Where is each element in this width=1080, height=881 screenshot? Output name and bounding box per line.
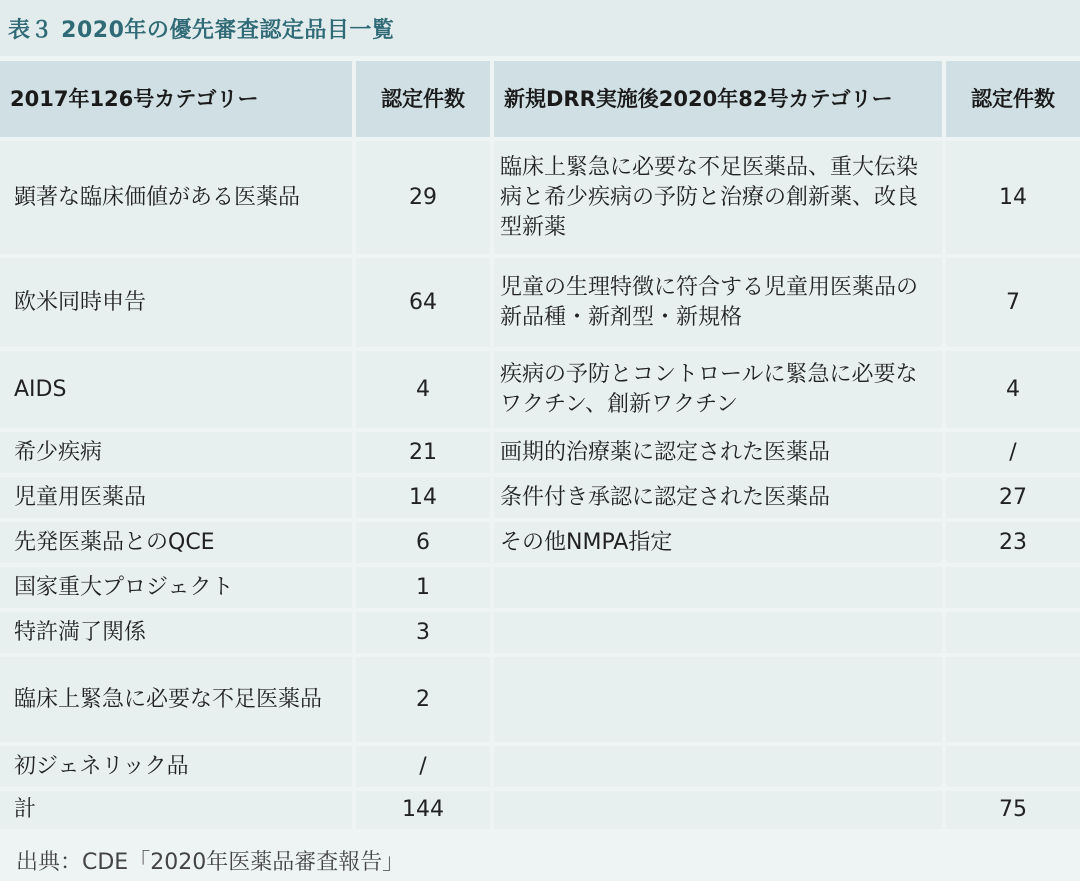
- cell-2017-count: 64: [356, 258, 490, 347]
- cell-2017-count: 2: [356, 657, 490, 742]
- table-title: 表３ 2020年の優先審査認定品目一覧: [0, 0, 1080, 56]
- cell-2020-count: 7: [946, 258, 1080, 347]
- cell-2017-category: AIDS: [0, 351, 352, 428]
- header-2020-category: 新規DRR実施後2020年82号カテゴリー: [494, 61, 942, 137]
- cell-2017-category: 顕著な臨床価値がある医薬品: [0, 141, 352, 254]
- cell-2017-category: 希少疾病: [0, 432, 352, 473]
- cell-2017-category: 初ジェネリック品: [0, 746, 352, 787]
- table-row: [0, 141, 1080, 254]
- total-2020-count: 75: [946, 791, 1080, 829]
- total-label: 計: [0, 791, 352, 829]
- cell-2020-count: 14: [946, 141, 1080, 254]
- cell-2020-count: [946, 746, 1080, 787]
- header-2017-count: 認定件数: [356, 61, 490, 137]
- cell-2017-count: 14: [356, 477, 490, 518]
- table-row: [0, 657, 1080, 742]
- cell-2020-category: [494, 567, 942, 608]
- cell-2017-category: 先発医薬品とのQCE: [0, 522, 352, 563]
- cell-2017-count: 4: [356, 351, 490, 428]
- total-2017-count: 144: [356, 791, 490, 829]
- cell-2020-count: 27: [946, 477, 1080, 518]
- header-row: [0, 61, 1080, 137]
- cell-2017-count: 6: [356, 522, 490, 563]
- table-row: [0, 612, 1080, 653]
- cell-2020-category: 画期的治療薬に認定された医薬品: [494, 432, 942, 473]
- cell-2020-category: [494, 657, 942, 742]
- table-row: [0, 477, 1080, 518]
- cell-2017-count: 21: [356, 432, 490, 473]
- cell-2017-count: /: [356, 746, 490, 787]
- cell-2017-count: 3: [356, 612, 490, 653]
- table-row: [0, 746, 1080, 787]
- header-2020-count: 認定件数: [946, 61, 1080, 137]
- cell-2020-count: 23: [946, 522, 1080, 563]
- total-row: [0, 791, 1080, 829]
- cell-2020-count: /: [946, 432, 1080, 473]
- cell-2020-category: [494, 612, 942, 653]
- table-row: [0, 258, 1080, 347]
- total-2020-blank: [494, 791, 942, 829]
- cell-2020-category: 臨床上緊急に必要な不足医薬品、重大伝染病と希少疾病の予防と治療の創新薬、改良型新薬: [494, 141, 942, 254]
- cell-2020-category: 疾病の予防とコントロールに緊急に必要なワクチン、創新ワクチン: [494, 351, 942, 428]
- table-row: [0, 351, 1080, 428]
- cell-2020-count: 4: [946, 351, 1080, 428]
- table-row: [0, 567, 1080, 608]
- cell-2020-category: [494, 746, 942, 787]
- table-row: [0, 432, 1080, 473]
- cell-2017-category: 臨床上緊急に必要な不足医薬品: [0, 657, 352, 742]
- header-2017-category: 2017年126号カテゴリー: [0, 61, 352, 137]
- cell-2017-category: 欧米同時申告: [0, 258, 352, 347]
- cell-2020-count: [946, 567, 1080, 608]
- source-note: 出典：CDE「2020年医薬品審査報告」: [16, 850, 405, 875]
- cell-2020-count: [946, 657, 1080, 742]
- cell-2020-category: 児童の生理特徴に符合する児童用医薬品の新品種・新剤型・新規格: [494, 258, 942, 347]
- cell-2020-category: その他NMPA指定: [494, 522, 942, 563]
- cell-2017-category: 児童用医薬品: [0, 477, 352, 518]
- cell-2017-count: 29: [356, 141, 490, 254]
- cell-2017-category: 特許満了関係: [0, 612, 352, 653]
- cell-2020-category: 条件付き承認に認定された医薬品: [494, 477, 942, 518]
- cell-2020-count: [946, 612, 1080, 653]
- priority-review-table: [0, 57, 1080, 833]
- cell-2017-count: 1: [356, 567, 490, 608]
- cell-2017-category: 国家重大プロジェクト: [0, 567, 352, 608]
- table-row: [0, 522, 1080, 563]
